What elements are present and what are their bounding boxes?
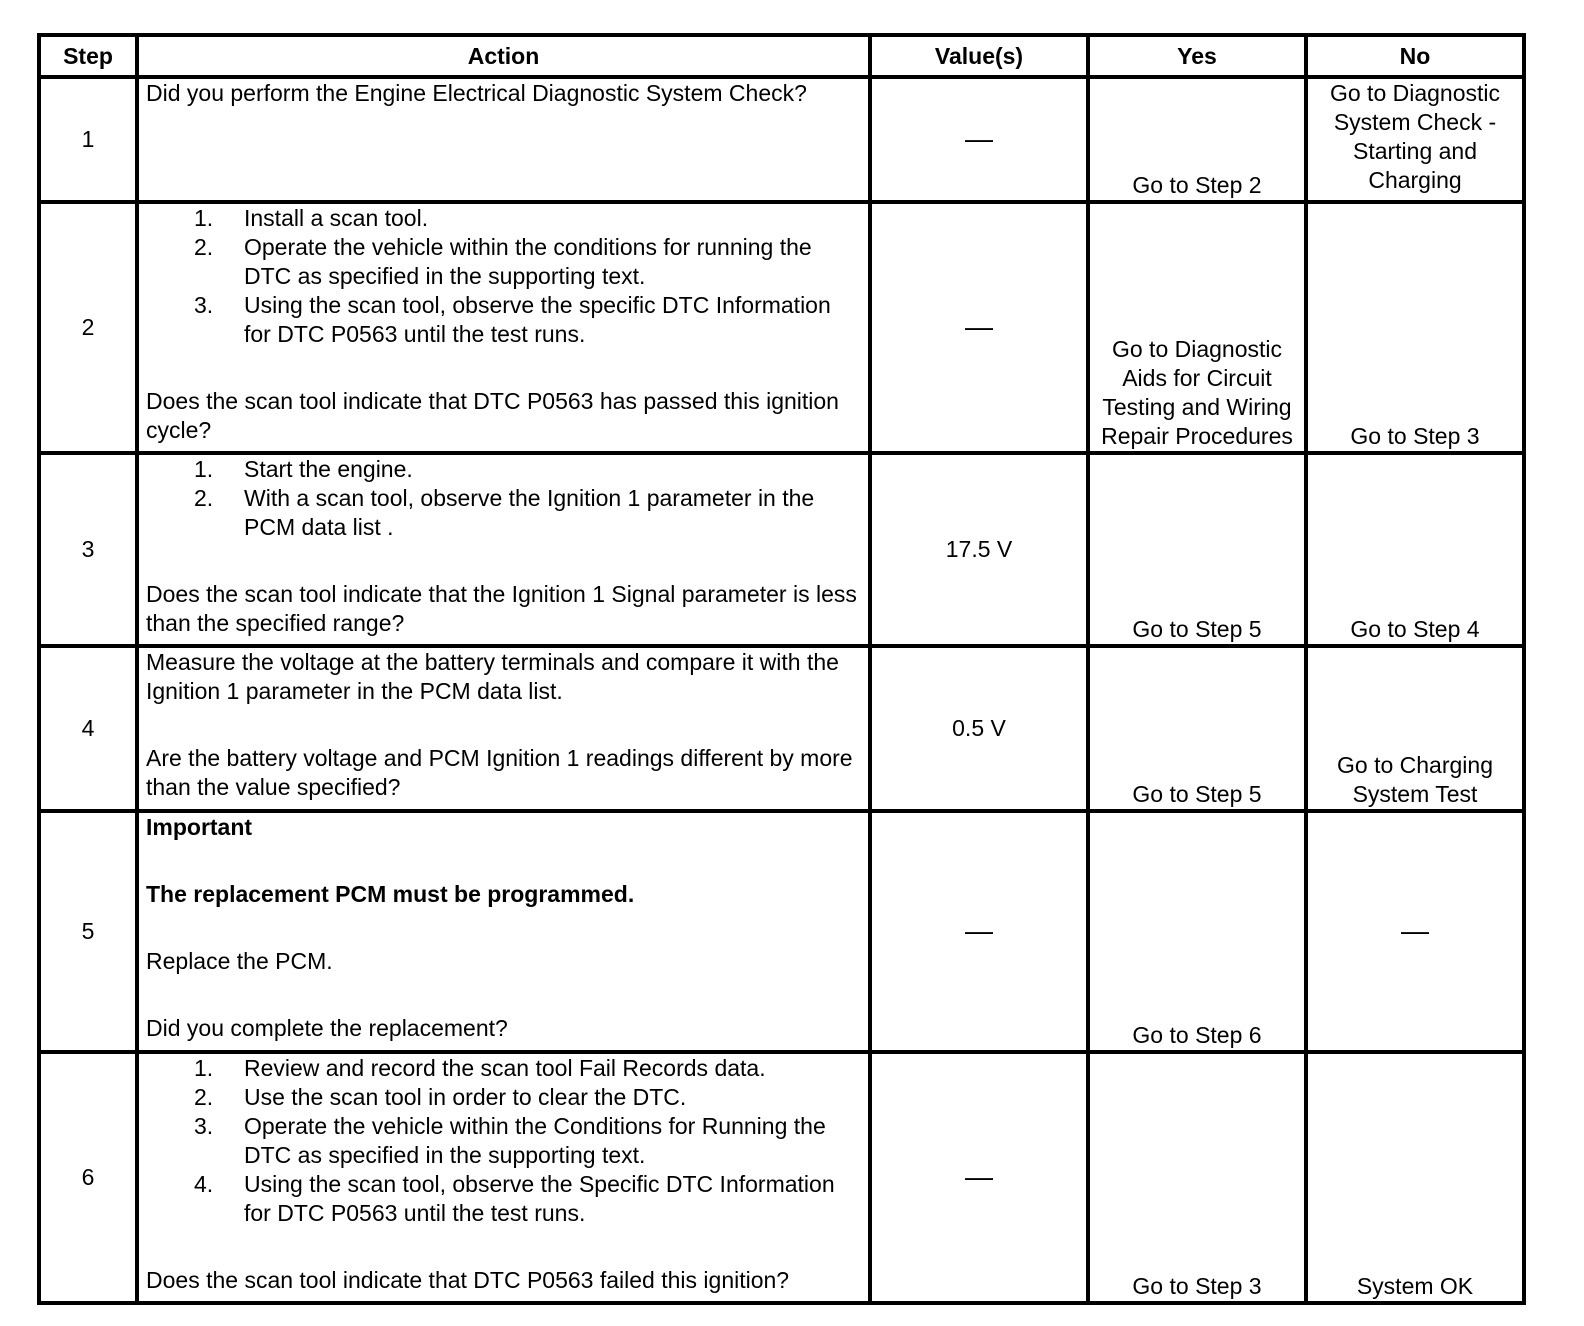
action-question: Are the battery voltage and PCM Ignition 1 readings different by more than the value specified?: [146, 745, 853, 800]
value-text: —: [965, 915, 993, 946]
action-question: Did you perform the Engine Electrical Diagnostic System Check?: [146, 80, 807, 106]
action-steps-list: [146, 1054, 861, 1228]
action-question: Does the scan tool indicate that DTC P0563 has passed this ignition cycle?: [146, 388, 839, 443]
header-values: Value(s): [870, 35, 1088, 77]
step-number: 5: [39, 811, 137, 1052]
value-text: —: [965, 123, 993, 154]
no-cell: Go to Charging System Test: [1306, 646, 1524, 811]
list-item: 4. Using the scan tool, observe the Specific DTC Information for DTC P0563 until the test runs.: [194, 1171, 835, 1226]
value-cell: [870, 811, 1088, 1052]
action-cell: [137, 646, 870, 811]
action-intro: Measure the voltage at the battery terminals and compare it with the Ignition 1 parameter in the PCM data list.: [146, 649, 839, 704]
value-text: —: [965, 311, 993, 342]
no-cell: —: [1306, 811, 1524, 1052]
value-cell: [870, 77, 1088, 202]
action-cell: [137, 811, 870, 1052]
no-cell: Go to Step 4: [1306, 453, 1524, 646]
value-cell: [870, 453, 1088, 646]
list-item: 2. Operate the vehicle within the conditions for running the DTC as specified in the supporting text.: [194, 234, 812, 289]
diagnostic-table: [37, 33, 1526, 1305]
header-no: No: [1306, 35, 1524, 77]
step-number: 6: [39, 1052, 137, 1303]
no-cell: System OK: [1306, 1052, 1524, 1303]
action-question: Did you complete the replacement?: [146, 1015, 508, 1041]
action-cell: [137, 453, 870, 646]
table-row: [39, 77, 1524, 202]
step-number: 4: [39, 646, 137, 811]
step-number: 3: [39, 453, 137, 646]
no-cell: Go to Diagnostic System Check - Starting and Charging: [1306, 77, 1524, 202]
action-cell: [137, 202, 870, 453]
action-question: Does the scan tool indicate that DTC P0563 failed this ignition?: [146, 1267, 790, 1293]
table-row: [39, 202, 1524, 453]
no-cell: Go to Step 3: [1306, 202, 1524, 453]
header-action: Action: [137, 35, 870, 77]
list-item: 1. Review and record the scan tool Fail Records data.: [194, 1055, 766, 1081]
step-number: 1: [39, 77, 137, 202]
action-question: Does the scan tool indicate that the Ignition 1 Signal parameter is less than the specified range?: [146, 581, 857, 636]
yes-cell: Go to Diagnostic Aids for Circuit Testing and Wiring Repair Procedures: [1088, 202, 1306, 453]
important-note: The replacement PCM must be programmed.: [146, 881, 635, 907]
value-text: 17.5 V: [945, 536, 1013, 562]
value-text: —: [965, 1161, 993, 1192]
table-row: [39, 646, 1524, 811]
step-number: 2: [39, 202, 137, 453]
value-text: 0.5 V: [952, 715, 1006, 741]
header-yes: Yes: [1088, 35, 1306, 77]
list-item: 2. With a scan tool, observe the Ignition 1 parameter in the PCM data list .: [194, 485, 815, 540]
table-row: [39, 453, 1524, 646]
header-row: [39, 35, 1524, 77]
action-cell: [137, 77, 870, 202]
yes-cell: Go to Step 5: [1088, 646, 1306, 811]
yes-cell: Go to Step 5: [1088, 453, 1306, 646]
list-item: 1. Install a scan tool.: [194, 205, 429, 231]
header-step: Step: [39, 35, 137, 77]
value-cell: [870, 1052, 1088, 1303]
yes-cell: Go to Step 3: [1088, 1052, 1306, 1303]
list-item: 2. Use the scan tool in order to clear the DTC.: [194, 1084, 687, 1110]
important-label: Important: [146, 814, 253, 840]
action-steps-list: [146, 455, 861, 542]
yes-cell: Go to Step 2: [1088, 77, 1306, 202]
action-steps-list: [146, 204, 861, 349]
yes-cell: Go to Step 6: [1088, 811, 1306, 1052]
list-item: 1. Start the engine.: [194, 456, 413, 482]
value-cell: [870, 646, 1088, 811]
list-item: 3. Operate the vehicle within the Conditions for Running the DTC as specified in the supporting text.: [194, 1113, 826, 1168]
list-item: 3. Using the scan tool, observe the specific DTC Information for DTC P0563 until the test runs.: [194, 292, 831, 347]
table-row: [39, 811, 1524, 1052]
table-row: [39, 1052, 1524, 1303]
action-cell: [137, 1052, 870, 1303]
action-instruction: Replace the PCM.: [146, 948, 333, 974]
value-cell: [870, 202, 1088, 453]
